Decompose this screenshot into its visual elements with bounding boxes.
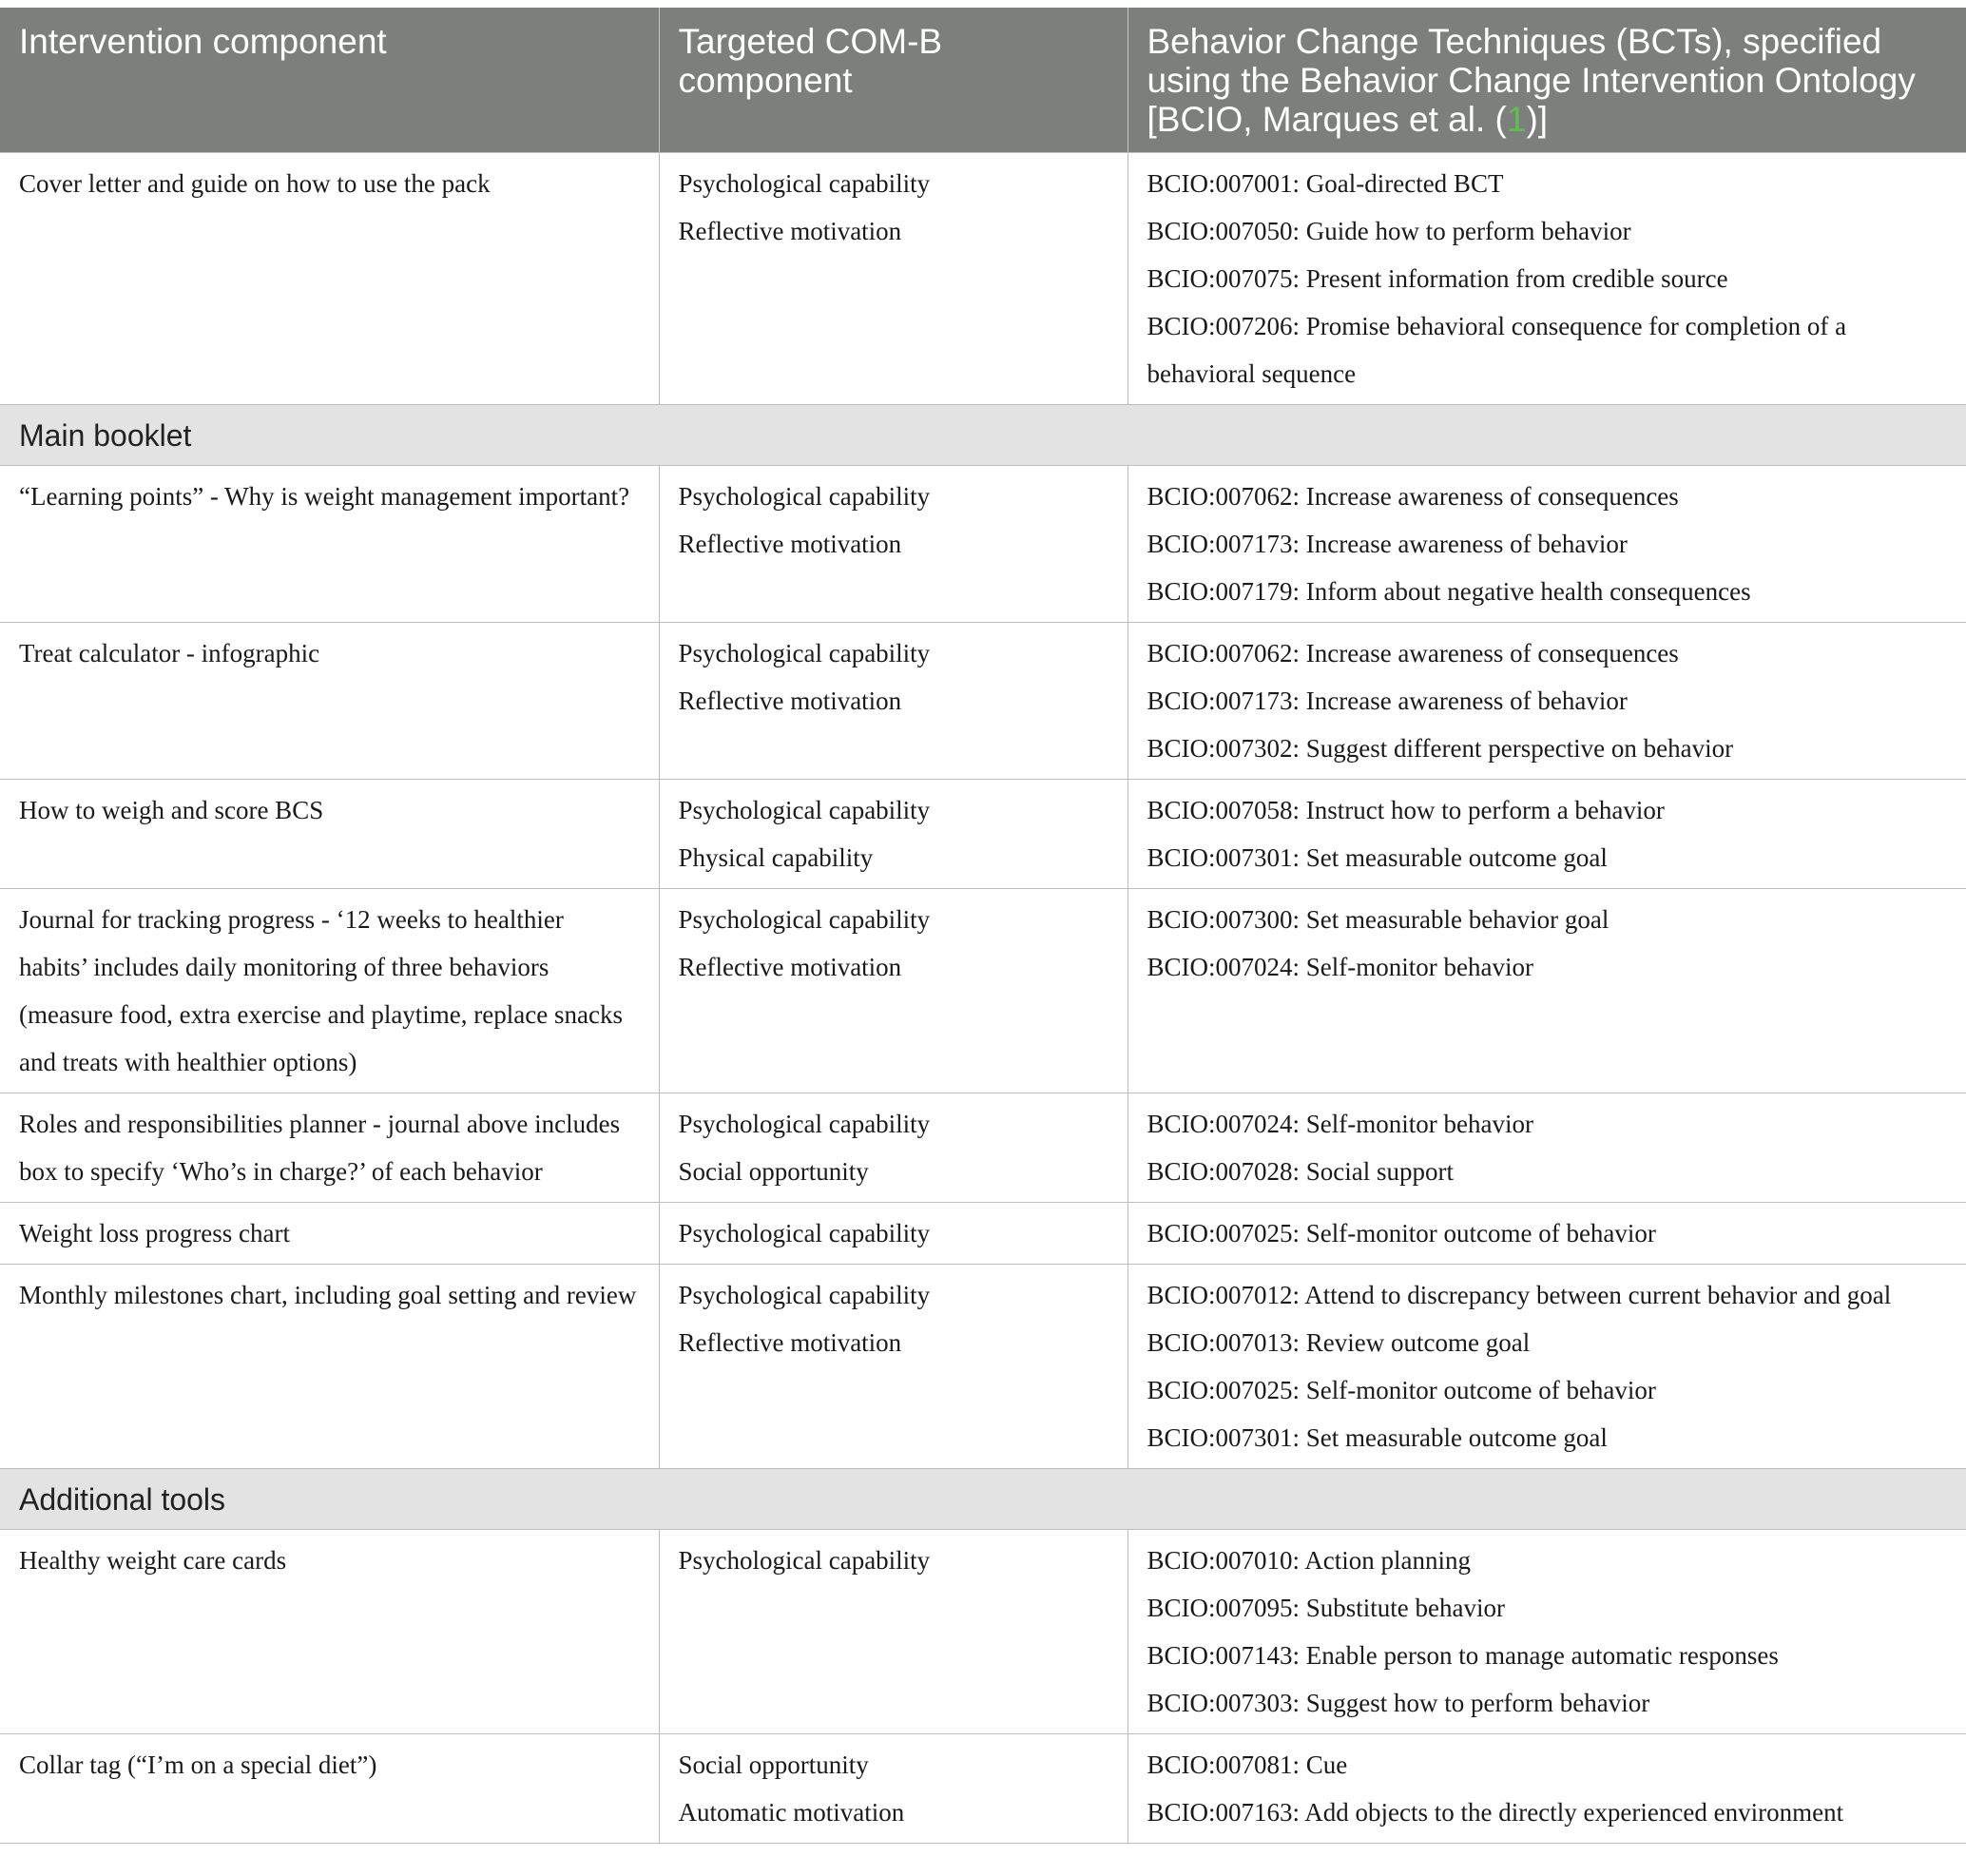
- bct-item: BCIO:007001: Goal-directed BCT: [1147, 169, 1504, 198]
- table-body: [0, 153, 1966, 1844]
- bct-item: BCIO:007058: Instruct how to perform a behavior: [1147, 796, 1665, 824]
- comb-component-item: Reflective motivation: [678, 687, 902, 715]
- bct-cell: [1128, 1203, 1966, 1265]
- comb-component-item: Reflective motivation: [678, 530, 902, 558]
- bct-item: BCIO:007301: Set measurable outcome goal: [1147, 1423, 1608, 1452]
- bct-cell: [1128, 623, 1966, 780]
- comb-component-cell: [659, 466, 1128, 623]
- bct-item: BCIO:007010: Action planning: [1147, 1546, 1471, 1575]
- comb-component-item: Reflective motivation: [678, 953, 902, 981]
- intervention-component-cell: Healthy weight care cards: [0, 1530, 659, 1734]
- comb-component-cell: [659, 780, 1128, 889]
- intervention-component-cell: Weight loss progress chart: [0, 1203, 659, 1265]
- intervention-component-cell: Collar tag (“I’m on a special diet”): [0, 1734, 659, 1844]
- table-row: [0, 466, 1966, 623]
- comb-component-item: Psychological capability: [678, 639, 931, 667]
- bct-cell: [1128, 1530, 1966, 1734]
- comb-component-cell: [659, 153, 1128, 405]
- comb-component-item: Reflective motivation: [678, 1328, 902, 1357]
- bct-item: BCIO:007012: Attend to discrepancy between current behavior and goal: [1147, 1281, 1892, 1309]
- header-bcts-suffix: )]: [1526, 100, 1549, 139]
- comb-component-item: Social opportunity: [678, 1157, 869, 1186]
- section-heading: Additional tools: [0, 1469, 1966, 1530]
- bct-item: BCIO:007062: Increase awareness of consequences: [1147, 482, 1679, 511]
- table-row: [0, 623, 1966, 780]
- table-row: [0, 1734, 1966, 1844]
- comb-component-cell: [659, 889, 1128, 1093]
- comb-component-item: Reflective motivation: [678, 217, 902, 245]
- bct-item: BCIO:007062: Increase awareness of consequences: [1147, 639, 1679, 667]
- section-heading: Main booklet: [0, 405, 1966, 466]
- comb-component-item: Psychological capability: [678, 1110, 931, 1138]
- bct-table: [0, 8, 1966, 1844]
- comb-component-item: Social opportunity: [678, 1750, 869, 1779]
- bct-item: BCIO:007179: Inform about negative health consequences: [1147, 577, 1751, 606]
- intervention-component-cell: How to weigh and score BCS: [0, 780, 659, 889]
- bct-item: BCIO:007303: Suggest how to perform behavior: [1147, 1689, 1650, 1717]
- comb-component-item: Psychological capability: [678, 482, 931, 511]
- section-row: [0, 1469, 1966, 1530]
- bct-item: BCIO:007024: Self-monitor behavior: [1147, 1110, 1533, 1138]
- header-bcts-text: Behavior Change Techniques (BCTs), specified using the Behavior Change Intervention Ontology [BCIO, Marques et al. (: [1147, 22, 1916, 139]
- header-targeted-comb: Targeted COM-B component: [659, 8, 1128, 153]
- intervention-component-cell: Monthly milestones chart, including goal setting and review: [0, 1265, 659, 1469]
- bct-item: BCIO:007143: Enable person to manage automatic responses: [1147, 1641, 1779, 1670]
- bct-item: BCIO:007050: Guide how to perform behavior: [1147, 217, 1631, 245]
- intervention-component-cell: Journal for tracking progress - ‘12 weeks to healthier habits’ includes daily monitoring of three behaviors (measure food, extra exercise and playtime, replace snacks and treats with healthier options): [0, 889, 659, 1093]
- bct-item: BCIO:007095: Substitute behavior: [1147, 1594, 1505, 1622]
- header-intervention-component: Intervention component: [0, 8, 659, 153]
- comb-component-cell: [659, 1265, 1128, 1469]
- bct-cell: [1128, 889, 1966, 1093]
- comb-component-cell: [659, 623, 1128, 780]
- bct-item: BCIO:007028: Social support: [1147, 1157, 1454, 1186]
- comb-component-item: Psychological capability: [678, 796, 931, 824]
- bct-item: BCIO:007206: Promise behavioral consequence for completion of a: [1147, 312, 1847, 340]
- table-row: [0, 889, 1966, 1093]
- comb-component-item: Psychological capability: [678, 1219, 931, 1247]
- intervention-component-cell: Cover letter and guide on how to use the pack: [0, 153, 659, 405]
- bct-cell: [1128, 1265, 1966, 1469]
- comb-component-item: Psychological capability: [678, 1281, 931, 1309]
- bct-item: BCIO:007025: Self-monitor outcome of behavior: [1147, 1219, 1656, 1247]
- bct-cell: [1128, 153, 1966, 405]
- comb-component-cell: [659, 1093, 1128, 1203]
- comb-component-item: Psychological capability: [678, 905, 931, 934]
- bct-item: BCIO:007300: Set measurable behavior goal: [1147, 905, 1609, 934]
- bct-cell: [1128, 466, 1966, 623]
- table-row: [0, 1203, 1966, 1265]
- bct-item: BCIO:007173: Increase awareness of behavior: [1147, 530, 1628, 558]
- intervention-component-cell: Roles and responsibilities planner - journal above includes box to specify ‘Who’s in charge?’ of each behavior: [0, 1093, 659, 1203]
- bct-cell: [1128, 1093, 1966, 1203]
- bct-item: BCIO:007081: Cue: [1147, 1750, 1348, 1779]
- intervention-component-cell: Treat calculator - infographic: [0, 623, 659, 780]
- reference-link[interactable]: 1: [1506, 100, 1527, 139]
- table-header: [0, 8, 1966, 153]
- bct-cell: [1128, 780, 1966, 889]
- table-row: [0, 1265, 1966, 1469]
- comb-component-item: Psychological capability: [678, 1546, 931, 1575]
- intervention-component-cell: “Learning points” - Why is weight management important?: [0, 466, 659, 623]
- comb-component-cell: [659, 1734, 1128, 1844]
- comb-component-item: Physical capability: [678, 843, 874, 872]
- comb-component-item: Psychological capability: [678, 169, 931, 198]
- table-row: [0, 780, 1966, 889]
- section-row: [0, 405, 1966, 466]
- header-row: [0, 8, 1966, 153]
- bct-item: BCIO:007075: Present information from credible source: [1147, 264, 1728, 293]
- bct-cell: [1128, 1734, 1966, 1844]
- bct-item: behavioral sequence: [1147, 359, 1357, 388]
- header-bcts: [1128, 8, 1966, 153]
- bct-item: BCIO:007173: Increase awareness of behavior: [1147, 687, 1628, 715]
- comb-component-cell: [659, 1203, 1128, 1265]
- comb-component-cell: [659, 1530, 1128, 1734]
- table-row: [0, 153, 1966, 405]
- bct-item: BCIO:007025: Self-monitor outcome of behavior: [1147, 1376, 1656, 1404]
- table-row: [0, 1093, 1966, 1203]
- comb-component-item: Automatic motivation: [678, 1798, 905, 1827]
- bct-item: BCIO:007013: Review outcome goal: [1147, 1328, 1531, 1357]
- bct-item: BCIO:007301: Set measurable outcome goal: [1147, 843, 1608, 872]
- bct-item: BCIO:007302: Suggest different perspective on behavior: [1147, 734, 1734, 763]
- table-row: [0, 1530, 1966, 1734]
- bct-item: BCIO:007024: Self-monitor behavior: [1147, 953, 1533, 981]
- bct-item: BCIO:007163: Add objects to the directly experienced environment: [1147, 1798, 1844, 1827]
